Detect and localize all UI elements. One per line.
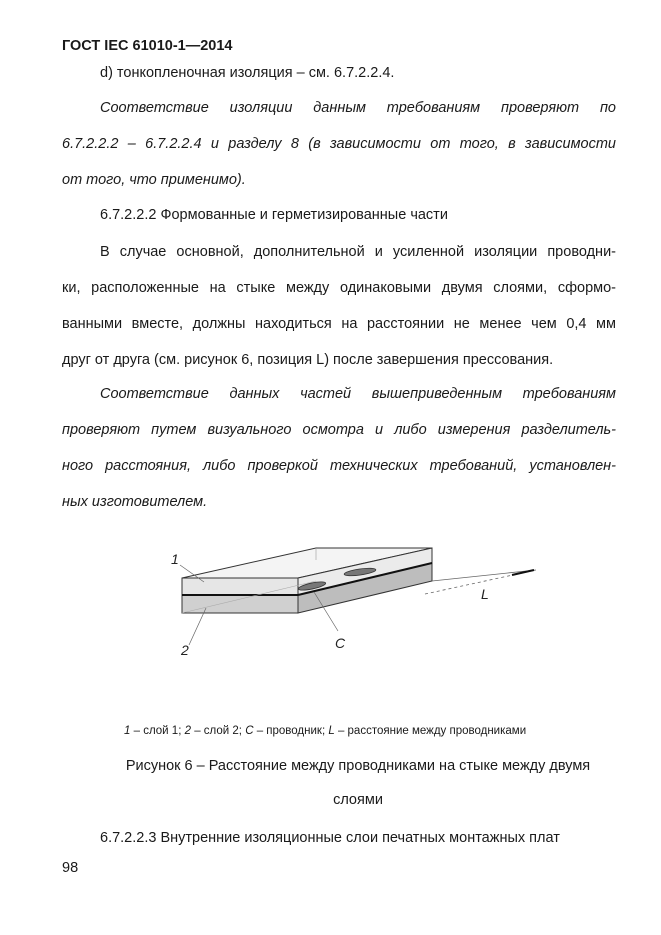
text-line: 6.7.2.2.2 Формованные и герметизированные части	[100, 207, 448, 223]
legend-num: L	[328, 725, 335, 737]
figure-caption-line-2: слоями	[333, 792, 383, 808]
text-line: от того, что применимо).	[62, 172, 246, 188]
legend-num: 2	[184, 725, 191, 737]
document-header: ГОСТ IEC 61010-1—2014	[62, 38, 233, 54]
legend-text: – проводник;	[253, 725, 329, 737]
leader-line-2	[189, 608, 206, 645]
text-line: друг от друга (см. рисунок 6, позиция L) после завершения прессования.	[62, 352, 554, 368]
text-line: 6.7.2.2.3 Внутренние изоляционные слои печатных монтажных плат	[100, 830, 560, 846]
text-line: ванными вместе, должны находиться на расстоянии не менее чем 0,4 мм	[62, 316, 616, 332]
text-line: ного расстояния, либо проверкой технических требований, установлен-	[62, 458, 616, 474]
section-heading-6-7-2-2-3	[62, 820, 616, 856]
legend-text: – слой 1;	[130, 725, 185, 737]
dimension-line-L	[432, 570, 536, 581]
text-line: 6.7.2.2.2 – 6.7.2.2.4 и разделу 8 (в зависимости от того, в зависимости	[62, 136, 616, 152]
legend-text: – расстояние между проводниками	[334, 725, 527, 737]
layer-1-front-face	[182, 578, 298, 595]
label-2: 2	[181, 642, 189, 658]
label-C: C	[335, 635, 346, 651]
legend-text: – слой 2;	[191, 725, 246, 737]
label-1: 1	[171, 551, 179, 567]
text-line: Соответствие данных частей вышеприведенным требованиям	[100, 386, 616, 402]
label-L: L	[481, 586, 489, 602]
layer-2-front-face	[182, 595, 298, 613]
text-line: ных изготовителем.	[62, 494, 208, 510]
figure-legend	[124, 725, 526, 737]
text-line: В случае основной, дополнительной и усиленной изоляции проводни-	[100, 244, 616, 260]
text-line: проверяют путем визуального осмотра и либо измерения разделитель-	[62, 422, 616, 438]
text-line: d) тонкопленочная изоляция – см. 6.7.2.2.4.	[100, 65, 395, 81]
text-line: ки, расположенные на стыке между одинаковыми двумя слоями, сформо-	[62, 280, 616, 296]
page-number: 98	[62, 860, 79, 876]
text-line: Соответствие изоляции данным требованиям проверяют по	[100, 100, 616, 116]
legend-num: 1	[124, 725, 131, 737]
legend-num: C	[245, 725, 254, 737]
figure-caption-line-1: Рисунок 6 – Расстояние между проводниками на стыке между двумя	[125, 758, 591, 774]
